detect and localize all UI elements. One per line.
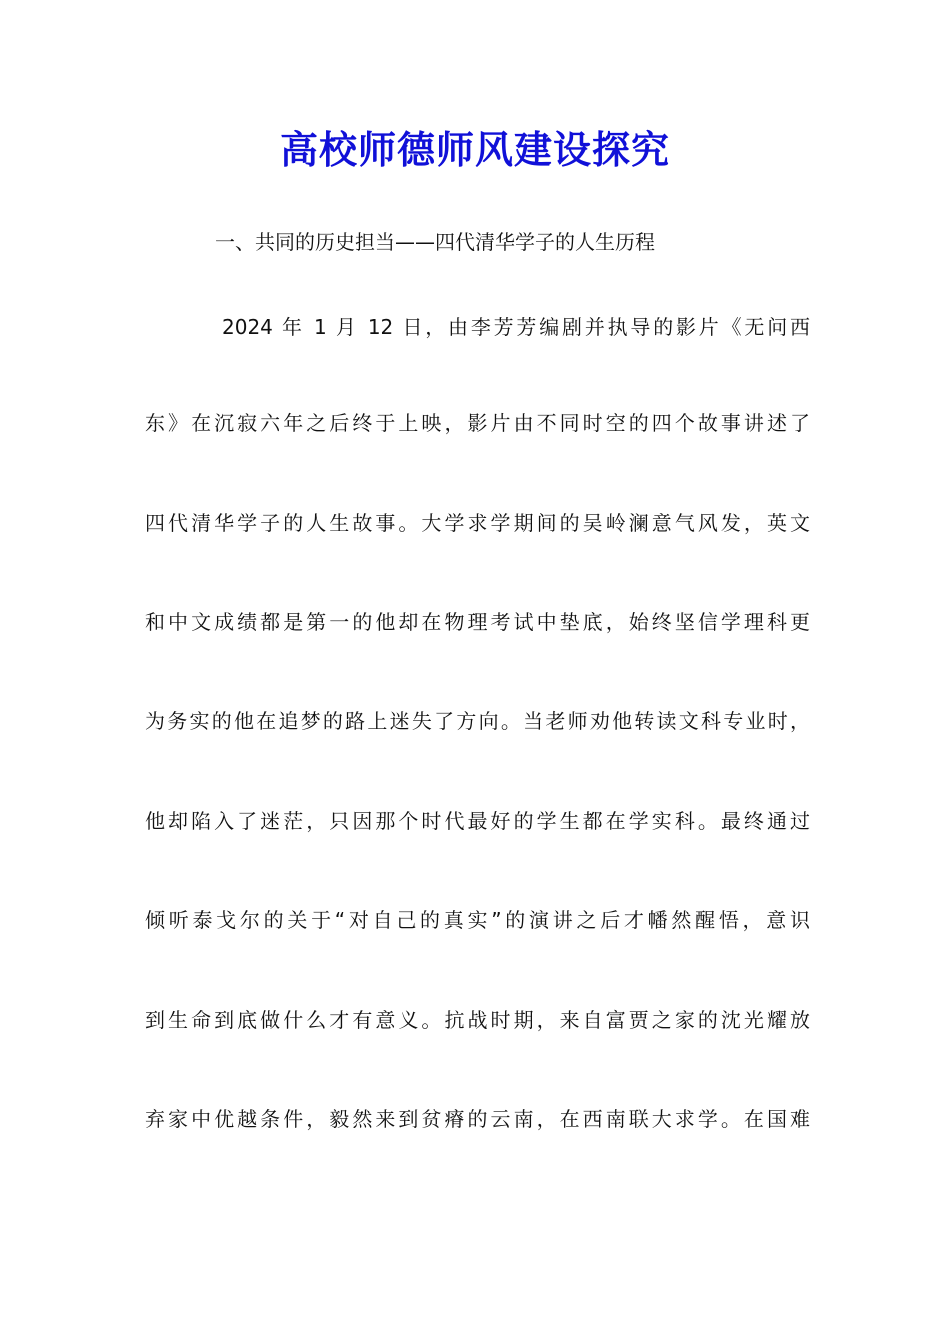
paragraph-line-4: 和中文成绩都是第一的他却在物理考试中垫底，始终坚信学理科更: [145, 610, 810, 634]
paragraph-line-3: 四代清华学子的人生故事。大学求学期间的吴岭澜意气风发，英文: [145, 511, 810, 535]
section-heading: 一、共同的历史担当——四代清华学子的人生历程: [215, 230, 655, 254]
document-title: 高校师德师风建设探究: [279, 127, 670, 172]
paragraph-line-7: 倾听泰戈尔的关于“对自己的真实”的演讲之后才幡然醒悟，意识: [145, 908, 810, 932]
paragraph-line-5: 为务实的他在追梦的路上迷失了方向。当老师劝他转读文科专业时，: [145, 709, 810, 733]
paragraph-line-1: 2024 年 1 月 12 日，由李芳芳编剧并执导的影片《无问西: [222, 315, 810, 339]
paragraph-line-8: 到生命到底做什么才有意义。抗战时期，来自富贾之家的沈光耀放: [145, 1008, 810, 1032]
paragraph-line-2: 东》在沉寂六年之后终于上映，影片由不同时空的四个故事讲述了: [145, 411, 810, 435]
paragraph-line-6: 他却陷入了迷茫，只因那个时代最好的学生都在学实科。最终通过: [145, 809, 810, 833]
paragraph-line-9: 弃家中优越条件，毅然来到贫瘠的云南，在西南联大求学。在国难: [145, 1107, 810, 1131]
